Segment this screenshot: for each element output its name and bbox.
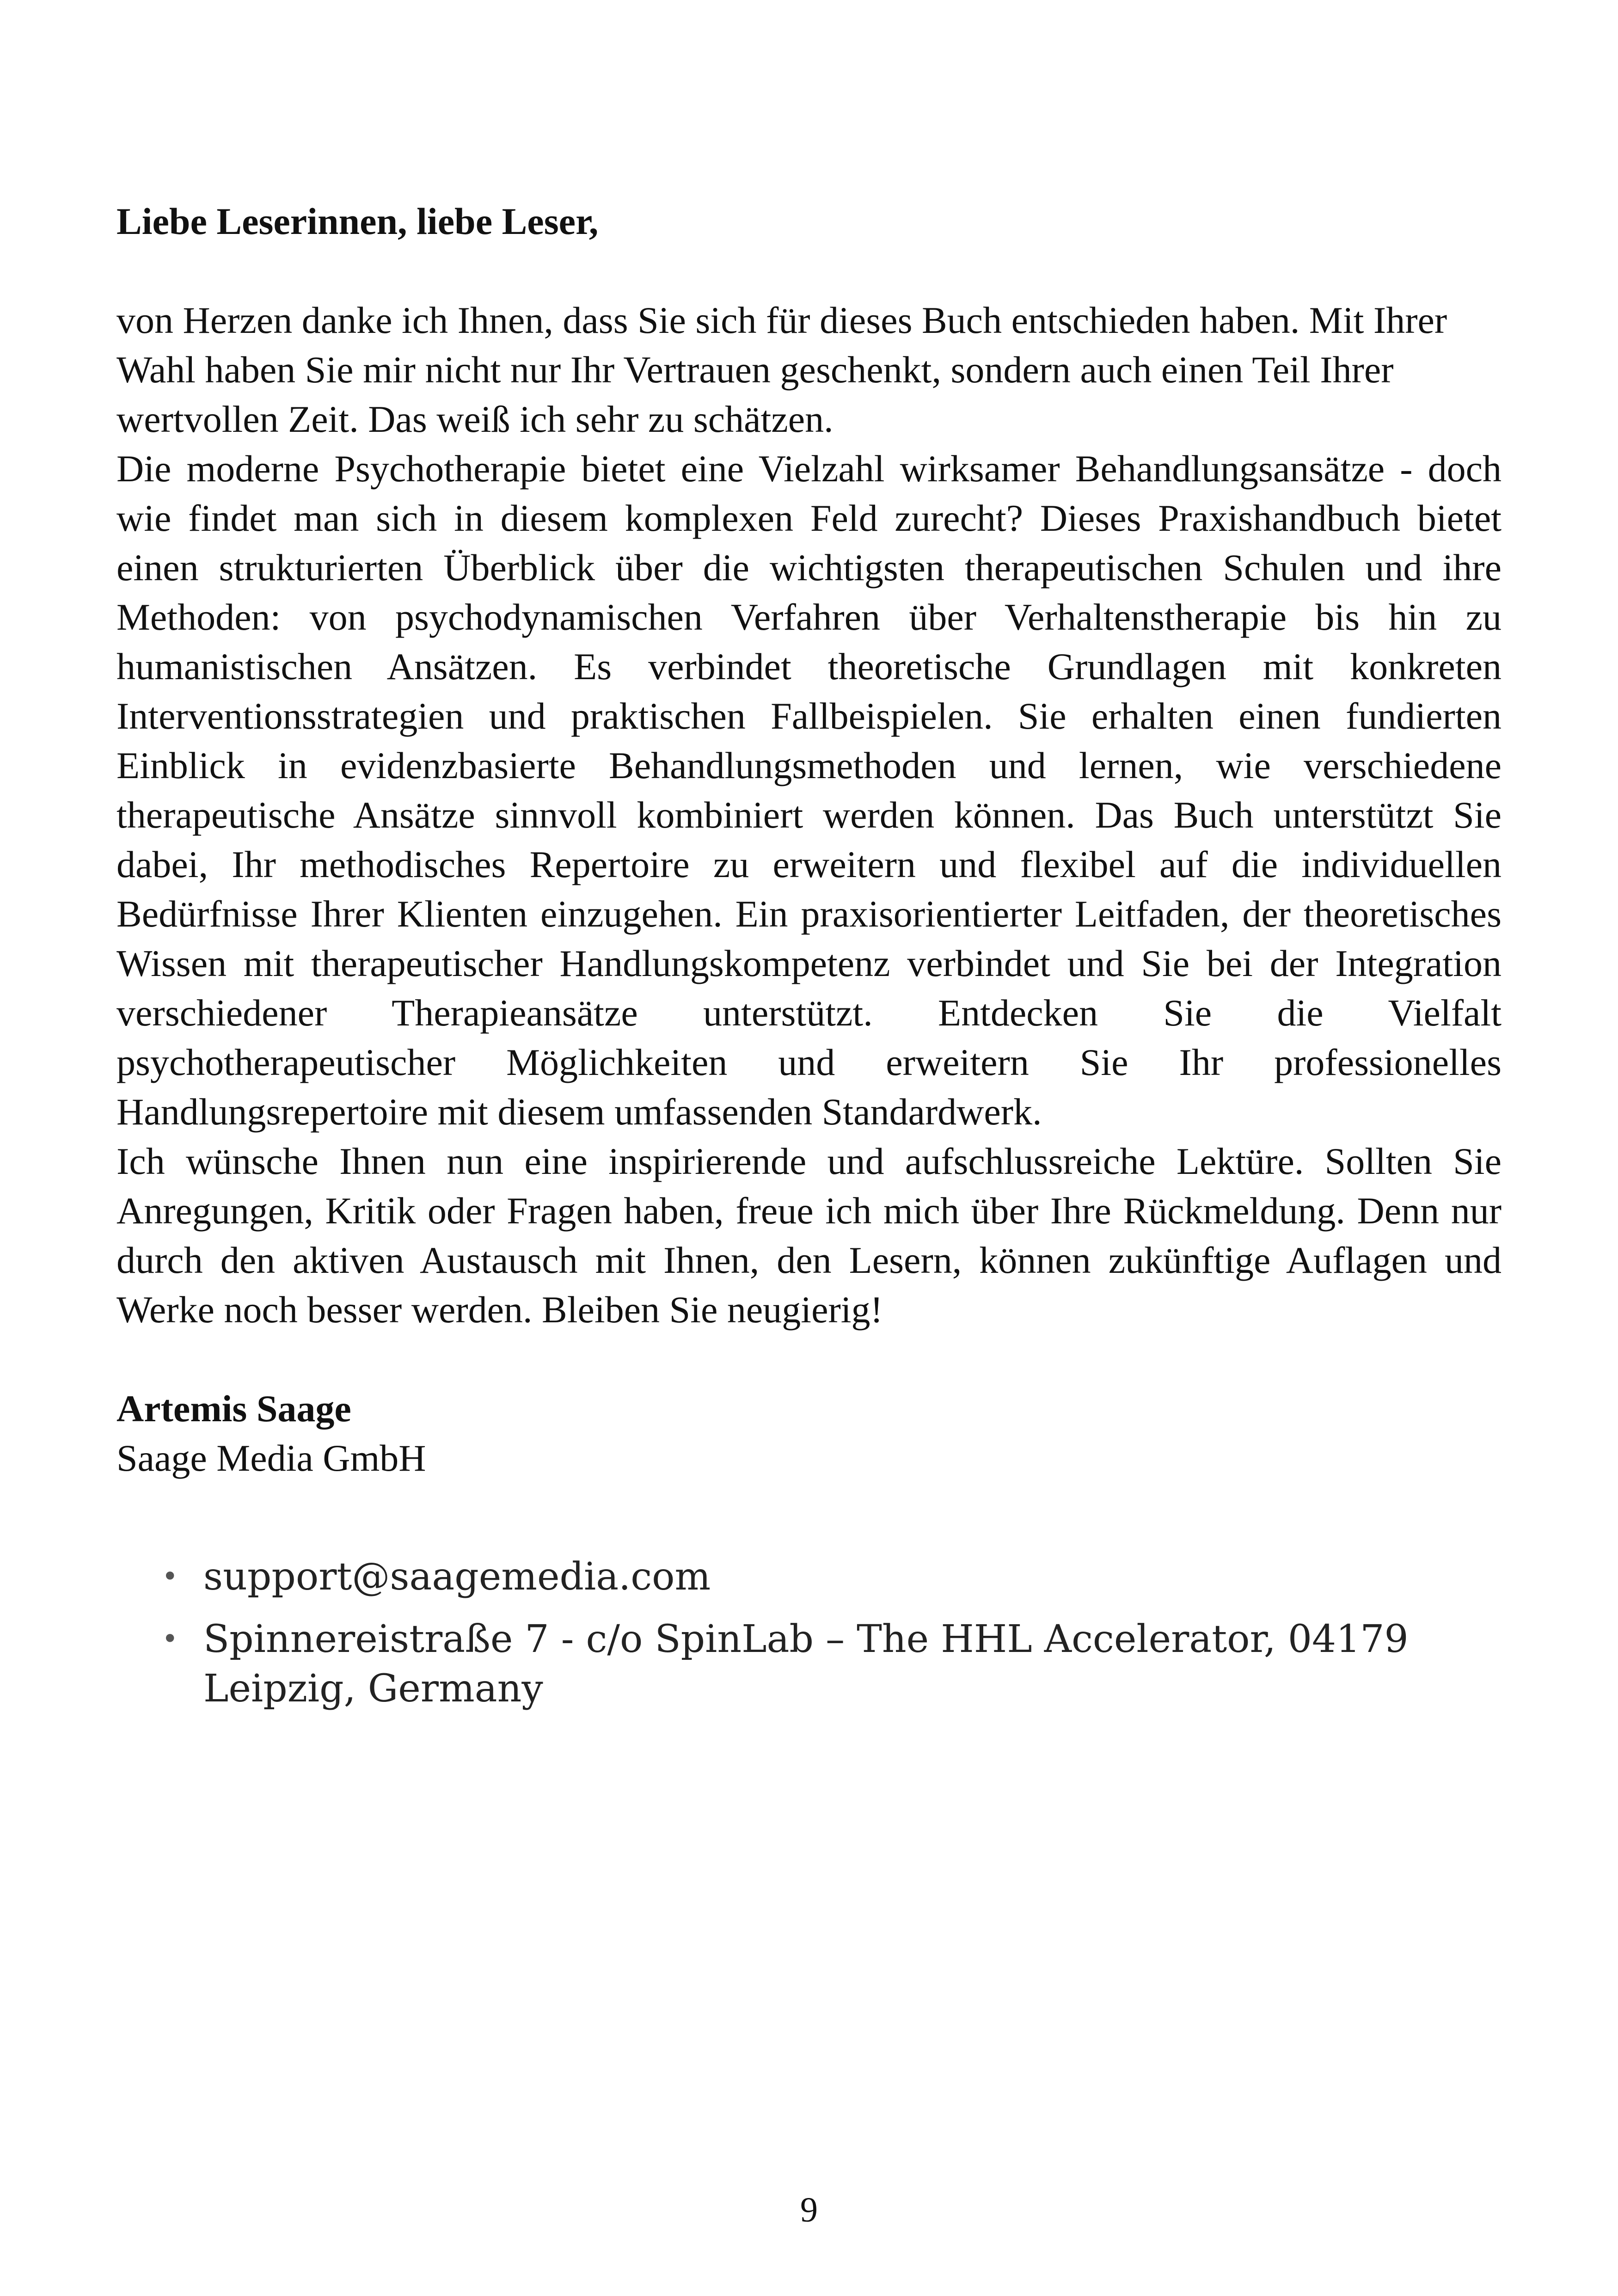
contact-list <box>116 1552 1502 1713</box>
author-name: Artemis Saage <box>116 1387 351 1430</box>
closing-paragraph: Ich wünsche Ihnen nun eine inspirierende und aufschlussreiche Lektüre. Sollten Sie Anregungen, Kritik oder Fragen haben, freue ich mich über Ihre Rückmeldung. Denn nur durch den aktiven Austausch mit Ihnen, den Lesern, können zukünftige Auflagen und Werke noch besser werden. Bleiben Sie neugierig! <box>116 1140 1502 1331</box>
intro-paragraph: von Herzen danke ich Ihnen, dass Sie sich für dieses Buch entschieden haben. Mit Ihrer Wahl haben Sie mir nicht nur Ihr Vertrauen geschenkt, sondern auch einen Teil Ihrer wertvollen Zeit. Das weiß ich sehr zu schätzen. <box>116 299 1447 440</box>
contact-address-item <box>116 1615 1502 1713</box>
bullet-icon: • <box>162 1623 178 1655</box>
bullet-icon: • <box>162 1560 178 1593</box>
support-email-link[interactable]: support@saagemedia.com <box>203 1555 711 1599</box>
letter-content <box>116 196 1502 1726</box>
company-name: Saage Media GmbH <box>116 1437 426 1479</box>
salutation: Liebe Leserinnen, liebe Leser, <box>116 200 599 242</box>
postal-address: Spinnereistraße 7 - c/o SpinLab – The HHL Accelerator, 04179 Leipzig, Germany <box>203 1617 1409 1711</box>
book-description-paragraph: Die moderne Psychotherapie bietet eine Vielzahl wirksamer Behandlungsansätze - doch wie findet man sich in diesem komplexen Feld zurecht? Dieses Praxishandbuch bietet einen strukturierten Überblick über die wichtigsten therapeutischen Schulen und ihre Methoden: von psychodynamischen Verfahren über Verhaltenstherapie bis hin zu humanistischen Ansätzen. Es verbindet theoretische Grundlagen mit konkreten Interventionsstrategien und praktischen Fallbeispielen. Sie erhalten einen fundierten Einblick in evidenzbasierte Behandlungsmethoden und lernen, wie verschiedene therapeutische Ansätze sinnvoll kombiniert werden können. Das Buch unterstützt Sie dabei, Ihr methodisches Repertoire zu erweitern und flexibel auf die individuellen Bedürfnisse Ihrer Klienten einzugehen. Ein praxisorientierter Leitfaden, der theoretisches Wissen mit therapeutischer Handlungskompetenz verbindet und Sie bei der Integration verschiedener Therapieansätze unterstützt. Entdecken Sie die Vielfalt psychotherapeutischer Möglichkeiten und erweitern Sie Ihr professionelles Handlungsrepertoire mit diesem umfassenden Standardwerk. <box>116 448 1502 1133</box>
page-number: 9 <box>800 2191 818 2229</box>
contact-email-item <box>116 1552 1502 1602</box>
signature-block <box>116 1384 1502 1483</box>
